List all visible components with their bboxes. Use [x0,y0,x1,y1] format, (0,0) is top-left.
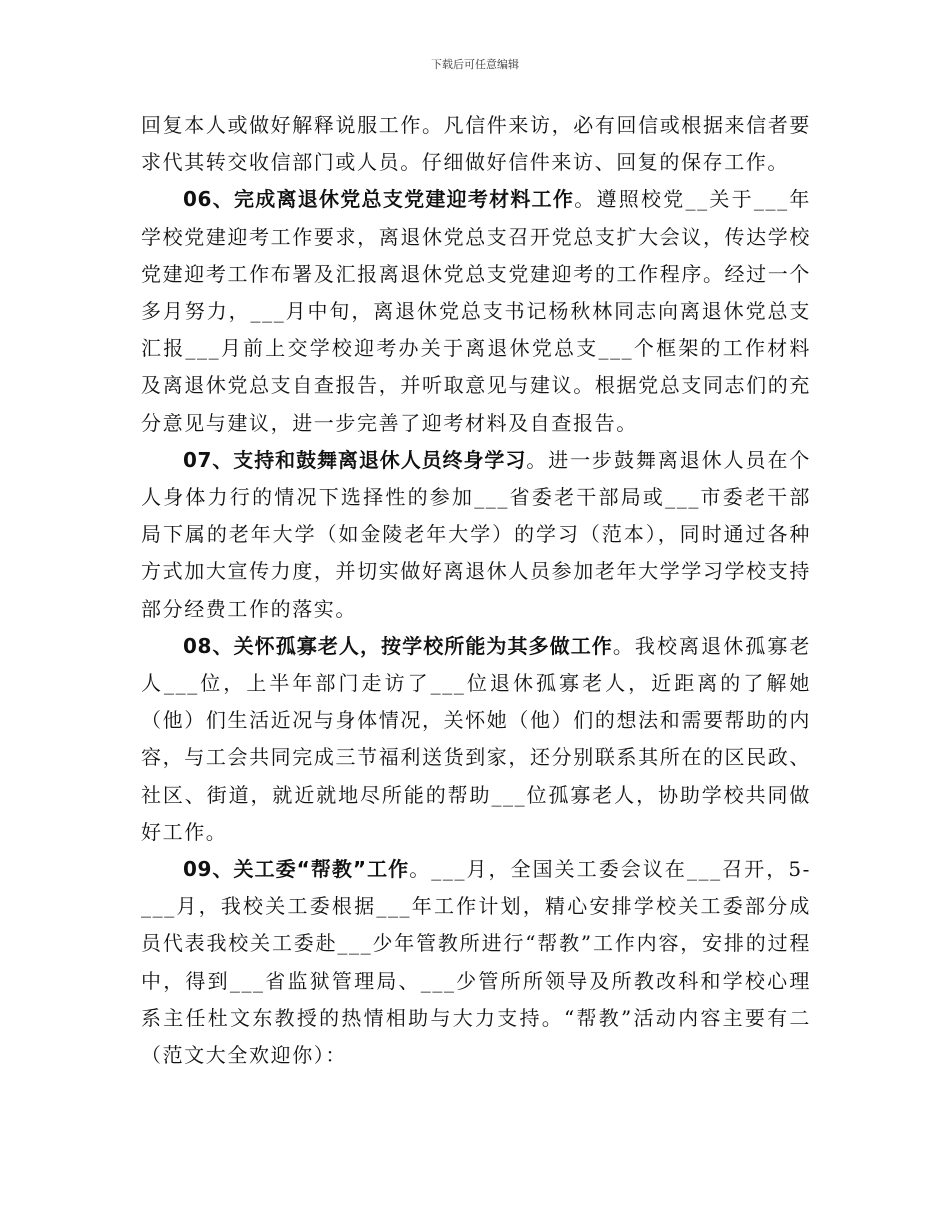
paragraph-body: 。___月，全国关工委会议在___召开，5-___月，我校关工委根据___年工作计划，精心安排学校关工委部分成员代表我校关工委赴___少年管教所进行“帮教”工作内容，安排的过程中，得到___省监狱管理局、___少管所所领导及所教改科和学校心理系主任杜文东教授的热情相助与大力支持。“帮教”活动内容主要有二（范文大全欢迎你）： [141,857,812,1068]
paragraph-heading: 08、关怀孤寡老人，按学校所能为其多做工作 [183,633,613,658]
page-header-note: 下载后可任意编辑 [431,58,519,71]
paragraph-09 [141,851,811,1074]
paragraph-06 [141,181,811,441]
paragraph-heading: 07、支持和鼓舞离退休人员终身学习 [183,447,527,472]
paragraph-heading: 09、关工委“帮教”工作 [183,857,410,882]
paragraph-07 [141,442,811,628]
paragraph-body: 。遵照校党__关于___年学校党建迎考工作要求，离退休党总支召开党总支扩大会议，传达学校党建迎考工作布署及汇报离退休党总支党建迎考的工作程序。经过一个多月努力，___月中旬，离退休党总支书记杨秋林同志向离退休党总支汇报___月前上交学校迎考办关于离退休党总支___个框架的工作材料及离退休党总支自查报告，并听取意见与建议。根据党总支同志们的充分意见与建议，进一步完善了迎考材料及自查报告。 [141,187,811,435]
paragraph-heading: 06、完成离退休党总支党建迎考材料工作 [183,187,575,212]
paragraph-08 [141,628,811,851]
paragraph-continuation [141,107,811,181]
document-body [141,107,811,1074]
paragraph-body: 。我校离退休孤寡老人___位，上半年部门走访了___位退休孤寡老人，近距离的了解她（他）们生活近况与身体情况，关怀她（他）们的想法和需要帮助的内容，与工会共同完成三节福利送货到家，还分别联系其所在的区民政、社区、街道，就近就地尽所能的帮助___位孤寡老人，协助学校共同做好工作。 [141,633,812,844]
paragraph-body: 回复本人或做好解释说服工作。凡信件来访，必有回信或根据来信者要求代其转交收信部门或人员。仔细做好信件来访、回复的保存工作。 [141,113,811,175]
paragraph-body: 。进一步鼓舞离退休人员在个人身体力行的情况下选择性的参加___省委老干部局或___市委老干部局下属的老年大学（如金陵老年大学）的学习（范本），同时通过各种方式加大宣传力度，并切实做好离退休人员参加老年大学学习学校支持部分经费工作的落实。 [141,447,811,621]
